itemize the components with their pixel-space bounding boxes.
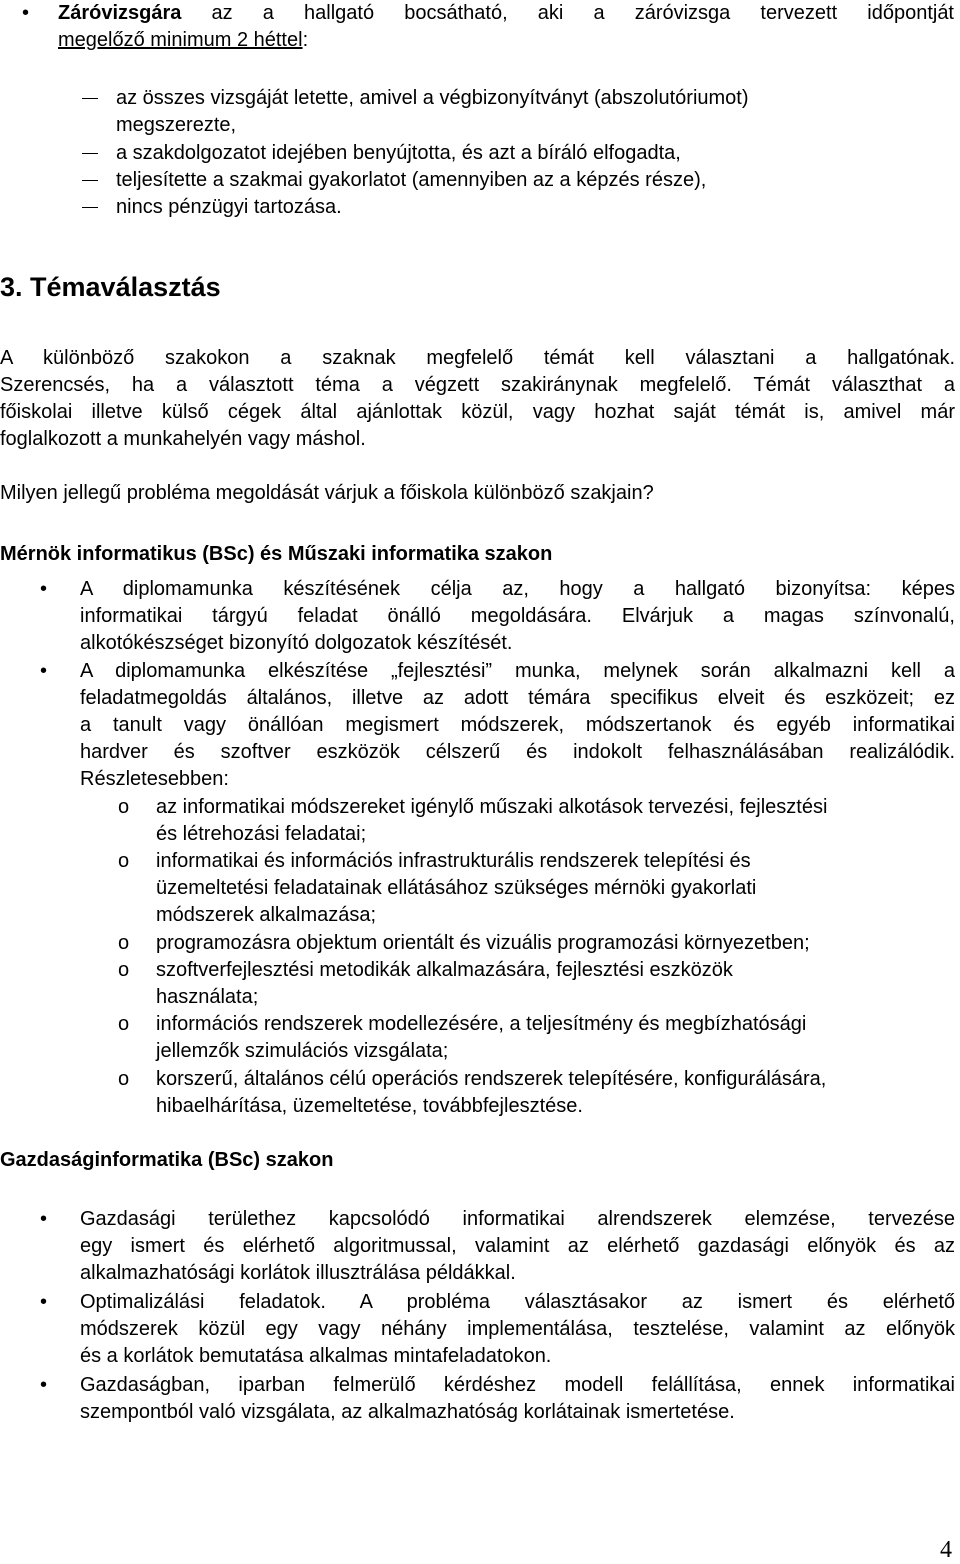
mernok-b2-line-3: a tanult vagy önállóan megismert módszerek, módszertanok és egyéb informatikai	[80, 714, 955, 736]
para1-line-3: főiskolai illetve külső cégek által ajánlottak közül, vagy hozhat saját témát is, amivel már	[0, 401, 955, 423]
bullet-icon: •	[40, 578, 48, 600]
sub-item-5: információs rendszerek modellezésére, a teljesítmény és megbízhatósági jellemzők szimulációs vizsgálata;	[156, 1013, 807, 1062]
intro-bold: Záróvizsgára	[58, 2, 182, 24]
gazd-heading: Gazdaságinformatika (BSc) szakon	[0, 1149, 334, 1171]
gazd-b2-line-2: módszerek közül egy vagy néhány implementálása, tesztelése, valamint az előnyök	[80, 1318, 955, 1340]
circle-bullet-icon: o	[118, 1013, 130, 1035]
dash-item-2: a szakdolgozatot idejében benyújtotta, és azt a bíráló elfogadta,	[116, 142, 681, 164]
bullet-icon: •	[40, 1374, 48, 1396]
mernok-b1-line-1: A diplomamunka készítésének célja az, hogy a hallgató bizonyítsa: képes	[80, 578, 955, 600]
sub-item-2: informatikai és információs infrastrukturális rendszerek telepítési és üzemeltetési feladatainak ellátásához szükséges mérnöki gyakorlati módszerek alkalmazása;	[156, 850, 757, 926]
mernok-b2-line-2: feladatmegoldás általános, illetve az adott témára specifikus elveit és eszközeit; ez	[80, 687, 955, 709]
dash-item-4: nincs pénzügyi tartozása.	[116, 196, 342, 218]
dash-icon	[82, 98, 98, 99]
dash-icon	[82, 207, 98, 208]
gazd-b3-line-1: Gazdaságban, iparban felmerülő kérdéshez modell felállítása, ennek informatikai	[80, 1374, 955, 1396]
page-number: 4	[940, 1537, 952, 1563]
mernok-heading: Mérnök informatikus (BSc) és Műszaki informatika szakon	[0, 543, 553, 565]
gazd-b1-line-2: egy ismert és elérhető algoritmussal, valamint az elérhető gazdasági előnyök és az	[80, 1235, 955, 1257]
section-heading: 3. Témaválasztás	[0, 272, 221, 302]
sub-item-6: korszerű, általános célú operációs rendszerek telepítésére, konfigurálására, hibaelhárítása, üzemeltetése, továbbfejlesztése.	[156, 1068, 827, 1117]
gazd-b3-line-2: szempontból való vizsgálata, az alkalmazhatóság korlátainak ismertetése.	[80, 1401, 735, 1423]
intro-line-2	[58, 27, 308, 54]
sub-item-4: szoftverfejlesztési metodikák alkalmazására, fejlesztési eszközök használata;	[156, 959, 733, 1008]
para1-line-1: A különböző szakokon a szaknak megfelelő témát kell választani a hallgatónak.	[0, 347, 955, 369]
mernok-b2-line-1: A diplomamunka elkészítése „fejlesztési” munka, melynek során alkalmazni kell a	[80, 660, 955, 682]
gazd-b2-line-1: Optimalizálási feladatok. A probléma választásakor az ismert és elérhető	[80, 1291, 955, 1313]
bullet-icon: •	[40, 1291, 48, 1313]
question: Milyen jellegű probléma megoldását várjuk a főiskola különböző szakjain?	[0, 482, 654, 504]
sub-item-1: az informatikai módszereket igénylő műszaki alkotások tervezési, fejlesztési és létrehozási feladatai;	[156, 796, 828, 845]
mernok-b2-line-4: hardver és szoftver eszközök célszerű és indokolt felhasználásában realizálódik.	[80, 741, 955, 763]
intro-rest: az a hallgató bocsátható, aki a záróvizsga tervezett időpontját	[181, 2, 954, 24]
dash-item-1: az összes vizsgáját letette, amivel a végbizonyítványt (abszolutóriumot) megszerezte,	[116, 87, 749, 136]
bullet-icon: •	[22, 2, 30, 24]
dash-icon	[82, 180, 98, 181]
mernok-b1-line-3: alkotókészséget bizonyító dolgozatok készítését.	[80, 632, 513, 654]
sub-item-3: programozásra objektum orientált és vizuális programozási környezetben;	[156, 932, 810, 954]
circle-bullet-icon: o	[118, 932, 130, 954]
dash-icon	[82, 153, 98, 154]
circle-bullet-icon: o	[118, 796, 130, 818]
bullet-icon: •	[40, 660, 48, 682]
mernok-b2-line-5: Részletesebben:	[80, 768, 229, 790]
dash-item-3: teljesítette a szakmai gyakorlatot (amennyiben az a képzés része),	[116, 169, 707, 191]
mernok-b1-line-2: informatikai tárgyú feladat önálló megoldására. Elvárjuk a magas színvonalú,	[80, 605, 955, 627]
circle-bullet-icon: o	[118, 1068, 130, 1090]
bullet-icon: •	[40, 1208, 48, 1230]
circle-bullet-icon: o	[118, 850, 130, 872]
para1-line-2: Szerencsés, ha a választott téma a végzett szakiránynak megfelelő. Témát választhat a	[0, 374, 955, 396]
intro-line-1	[58, 0, 954, 27]
intro-line2-end: :	[302, 29, 309, 51]
gazd-b1-line-1: Gazdasági területhez kapcsolódó informatikai alrendszerek elemzése, tervezése	[80, 1208, 955, 1230]
gazd-b1-line-3: alkalmazhatósági korlátok illusztrálása példákkal.	[80, 1262, 516, 1284]
gazd-b2-line-3: és a korlátok bemutatása alkalmas mintafeladatokon.	[80, 1345, 552, 1367]
para1-line-4: foglalkozott a munkahelyén vagy máshol.	[0, 428, 366, 450]
circle-bullet-icon: o	[118, 959, 130, 981]
intro-underlined: megelőző minimum 2 héttel	[58, 29, 303, 51]
